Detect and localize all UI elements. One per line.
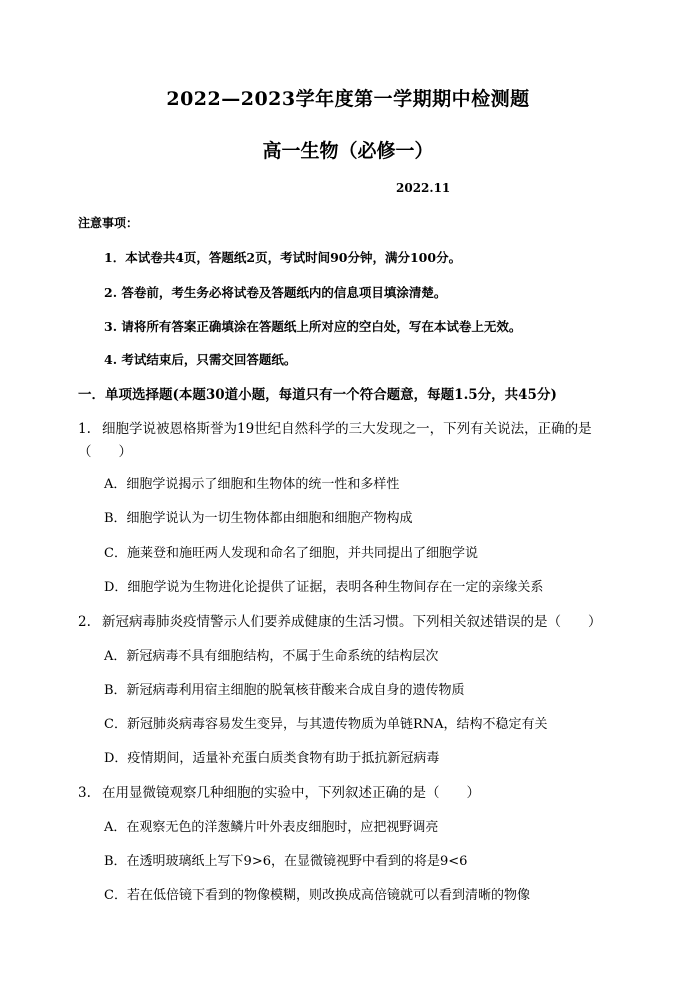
notes-heading: 注意事项：	[78, 216, 139, 230]
option-3c: C．若在低倍镜下看到的物像模糊，则改换成高倍镜就可以看到清晰的物像	[104, 888, 530, 903]
option-1b: B．细胞学说认为一切生物体都由细胞和细胞产物构成	[104, 511, 413, 526]
note-item-2: 2. 答卷前，考生务必将试卷及答题纸内的信息项目填涂清楚。	[104, 285, 447, 300]
question-3	[78, 781, 480, 801]
question-stem: 细胞学说被恩格斯誉为19世纪自然科学的三大发现之一，下列有关说法，正确的是（ ）	[78, 421, 592, 460]
page-title: 2022—2023学年度第一学期期中检测题	[166, 88, 530, 110]
option-1c: C．施莱登和施旺两人发现和命名了细胞，并共同提出了细胞学说	[104, 546, 478, 561]
exam-date: 2022.11	[396, 181, 451, 195]
note-item-3: 3. 请将所有答案正确填涂在答题纸上所对应的空白处，写在本试卷上无效。	[104, 319, 522, 334]
option-2c: C．新冠肺炎病毒容易发生变异，与其遗传物质为单链RNA，结构不稳定有关	[104, 717, 548, 732]
note-item-4: 4. 考试结束后，只需交回答题纸。	[104, 352, 297, 367]
question-number: 3.	[78, 785, 91, 801]
option-1a: A．细胞学说揭示了细胞和生物体的统一性和多样性	[104, 477, 400, 492]
question-stem: 在用显微镜观察几种细胞的实验中，下列叙述正确的是（ ）	[102, 785, 480, 801]
option-2a: A．新冠病毒不具有细胞结构，不属于生命系统的结构层次	[104, 649, 439, 664]
option-1d: D．细胞学说为生物进化论提供了证据，表明各种生物间存在一定的亲缘关系	[104, 580, 544, 595]
option-3a: A．在观察无色的洋葱鳞片叶外表皮细胞时，应把视野调亮	[104, 820, 439, 835]
question-2	[78, 610, 602, 630]
question-stem: 新冠病毒肺炎疫情警示人们要养成健康的生活习惯。下列相关叙述错误的是（ ）	[102, 614, 602, 630]
option-2d: D．疫情期间，适量补充蛋白质类食物有助于抵抗新冠病毒	[104, 751, 440, 766]
option-2b: B．新冠病毒利用宿主细胞的脱氧核苷酸来合成自身的遗传物质	[104, 683, 465, 698]
page-subtitle: 高一生物（必修一）	[262, 140, 434, 162]
question-number: 2.	[78, 614, 91, 630]
section-heading: 一．单项选择题(本题30道小题，每道只有一个符合题意，每题1.5分，共45分)	[78, 387, 557, 403]
question-number: 1.	[78, 421, 91, 437]
note-item-1: 1．本试卷共4页，答题纸2页，考试时间90分钟，满分100分。	[104, 250, 462, 265]
question-1	[78, 418, 638, 464]
option-3b: B．在透明玻璃纸上写下9>6，在显微镜视野中看到的将是9<6	[104, 854, 468, 869]
